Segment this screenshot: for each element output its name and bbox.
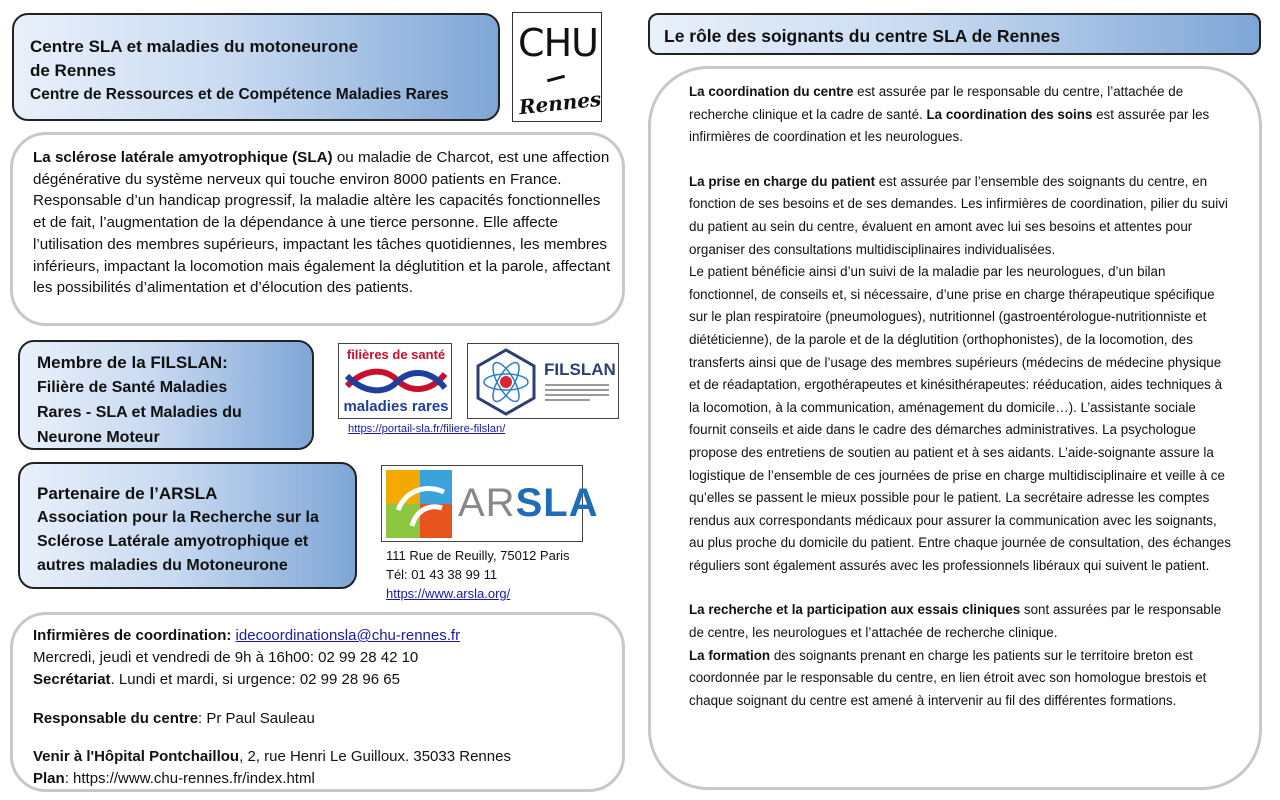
roles-paragraph-coordination: [689, 81, 1235, 149]
header-line-2: de Rennes: [30, 61, 116, 80]
roles-paragraph-care: [689, 171, 1235, 261]
chu-rennes-logo: [512, 12, 602, 122]
filslan-logo-subtext-lines: [545, 384, 609, 401]
arsla-logo-text-sla: SLA: [515, 481, 599, 525]
visit-text: , 2, rue Henri Le Guilloux. 35033 Rennes: [239, 748, 511, 765]
center-header-box: [12, 13, 500, 121]
roles-paragraph-training: [689, 645, 1235, 713]
arsla-box: [18, 462, 357, 589]
roles-box: [648, 66, 1262, 790]
visit-line: [33, 746, 612, 768]
header-line-1: Centre SLA et maladies du motoneurone: [30, 37, 359, 56]
right-title-box: [648, 13, 1261, 55]
arsla-title: Partenaire de l’ARSLA: [37, 484, 218, 503]
roles-paragraph-followup: Le patient bénéficie ainsi d’un suivi de la maladie par les neurologues, d’un bilan fonctionnel, de conseils et, si nécessaire, d’une prise en charge thérapeutique spécifique sur le plan respiratoire (pneumologues), nutritionnel (gastroentérologue-nutritionniste et diététicienne), de la parole et de la déglutition (orthophonistes), de la locomotion, des transferts ainsi que de l’usage des membres supérieurs (médecins de médecine physique et de réadaptation, ergothérapeutes et kinésithérapeutes: rééducation, aides techniques à la locomotion, à la communication, aménagement du domicile…). L’assistante sociale fournit conseils et aide dans le cadre des démarches administratives. La psychologue propose des entretiens de soutien au patient et à ses aidants. L’aide-soignante assure la logistique de l’ensemble de ces journées de prise en charge multidisciplinaire et veille à ce qu’elles se passent le mieux possible pour le patient. La secrétaire adresse les comptes rendus aux correspondants médicaux pour assurer la communication avec les soignants, au plus proche du domicile du patient. Entre chaque journée de consultation, des échanges réguliers sont également assurés avec les professionnels libéraux qui suivent le patient.: [689, 264, 1231, 573]
care-text: est assurée par l’ensemble des soignants du centre, en fonction de ses besoins et de ses demandes. Les infirmières de coordination, pilier du suivi du patient au sein du centre, évaluent en amont avec lui ses besoins et attentes pour organiser des consultations multidisciplinaires individualisées.: [689, 173, 1228, 257]
nurses-label: Infirmières de coordination:: [33, 627, 232, 644]
filslan-link[interactable]: https://portail-sla.fr/filiere-filslan/: [348, 423, 506, 435]
filslan-logo: [467, 343, 619, 419]
contact-box: [10, 612, 625, 792]
roles-paragraph-research: [689, 599, 1235, 644]
intro-text: ou maladie de Charcot, est une affection dégénérative du système nerveux qui touche environ 8000 patients en France. Responsable d’un handicap progressif, la maladie altère les capacités fonctionnelles et de fait, l’augmentation de la dépendance à une tierce personne. Elle affecte l’utilisation des membres supérieurs, impactant les tâches quotidiennes, les membres inférieurs, impactant la locomotion mais également la déglutition et la parole, affectant les possibilités d’alimentation et d’élocution des patients.: [33, 149, 611, 297]
plan-label: Plan: [33, 770, 65, 787]
plan-text: : https://www.chu-rennes.fr/index.html: [64, 770, 315, 787]
arsla-address: 111 Rue de Reuilly, 75012 Paris: [386, 548, 570, 563]
intro-box: [10, 132, 625, 326]
filieres-logo-top-text: filières de santé: [346, 347, 446, 362]
coordination-bold-2: La coordination des soins: [926, 106, 1093, 122]
head-text: : Pr Paul Sauleau: [198, 710, 315, 727]
secretariat-line: [33, 669, 612, 691]
filslan-line-2: Rares - SLA et Maladies du: [37, 404, 242, 421]
intro-paragraph: [33, 147, 612, 299]
secretariat-text: . Lundi et mardi, si urgence: 02 99 28 96 65: [110, 671, 400, 688]
head-label: Responsable du centre: [33, 710, 199, 727]
filslan-title: Membre de la FILSLAN:: [37, 353, 228, 372]
filieres-sante-logo: [338, 343, 452, 419]
training-bold: La formation: [689, 647, 771, 663]
arsla-logo: [381, 465, 599, 542]
chu-logo-text: CHU: [518, 21, 598, 65]
training-text: des soignants prenant en charge les patients sur le territoire breton est coordonnée par le responsable du centre, en lien étroit avec son homologue brestois et chaque soignant du centre est amené à intervenir au fil des différentes formations.: [689, 647, 1207, 708]
header-line-3: Centre de Ressources et de Compétence Maladies Rares: [30, 86, 449, 103]
coordination-text-2: est assurée par les infirmières de coordination et les neurologues.: [689, 106, 1210, 145]
arsla-phone: Tél: 01 43 38 99 11: [386, 567, 498, 582]
filslan-logo-text: FILSLAN: [544, 360, 616, 379]
filslan-box: [18, 340, 314, 450]
nurses-line: [33, 625, 612, 647]
research-bold: La recherche et la participation aux essais cliniques: [689, 602, 1021, 618]
chu-logo-rennes-text: Rennes: [517, 86, 603, 120]
right-title: Le rôle des soignants du centre SLA de Rennes: [664, 26, 1061, 46]
head-line: [33, 708, 612, 730]
arsla-line-1: Association pour la Recherche sur la: [37, 509, 319, 526]
filslan-line-1: Filière de Santé Maladies: [37, 379, 228, 396]
arsla-link[interactable]: https://www.arsla.org/: [386, 586, 511, 601]
secretariat-label: Secrétariat: [33, 671, 111, 688]
arsla-logo-mark-icon: [386, 470, 452, 538]
filslan-atom-icon: [472, 348, 540, 416]
arsla-logo-text: [458, 480, 599, 526]
coordination-bold-1: La coordination du centre: [689, 84, 854, 99]
filieres-logo-bottom-text: maladies rares: [343, 398, 449, 415]
plan-line: [33, 768, 612, 790]
nurses-email-link[interactable]: idecoordinationsla@chu-rennes.fr: [235, 627, 461, 644]
filieres-logo-waves-icon: [345, 366, 447, 396]
intro-bold: La sclérose latérale amyotrophique (SLA): [33, 149, 333, 166]
chu-logo-dash: [547, 75, 565, 83]
arsla-logo-text-ar: AR: [458, 481, 516, 525]
arsla-line-2: Sclérose Latérale amyotrophique et: [37, 533, 309, 550]
nurses-hours: Mercredi, jeudi et vendredi de 9h à 16h00: 02 99 28 42 10: [33, 649, 419, 666]
visit-label: Venir à l'Hôpital Pontchaillou: [33, 748, 240, 765]
care-bold: La prise en charge du patient: [689, 173, 876, 189]
coordination-text-1: est assurée par le responsable du centre, l’attachée de recherche clinique et la cadre de santé.: [689, 84, 1184, 122]
arsla-line-3: autres maladies du Motoneurone: [37, 557, 288, 574]
filslan-line-3: Neurone Moteur: [37, 429, 160, 446]
research-text: sont assurées par le responsable de centre, les neurologues et l’attachée de recherche clinique.: [689, 602, 1222, 641]
